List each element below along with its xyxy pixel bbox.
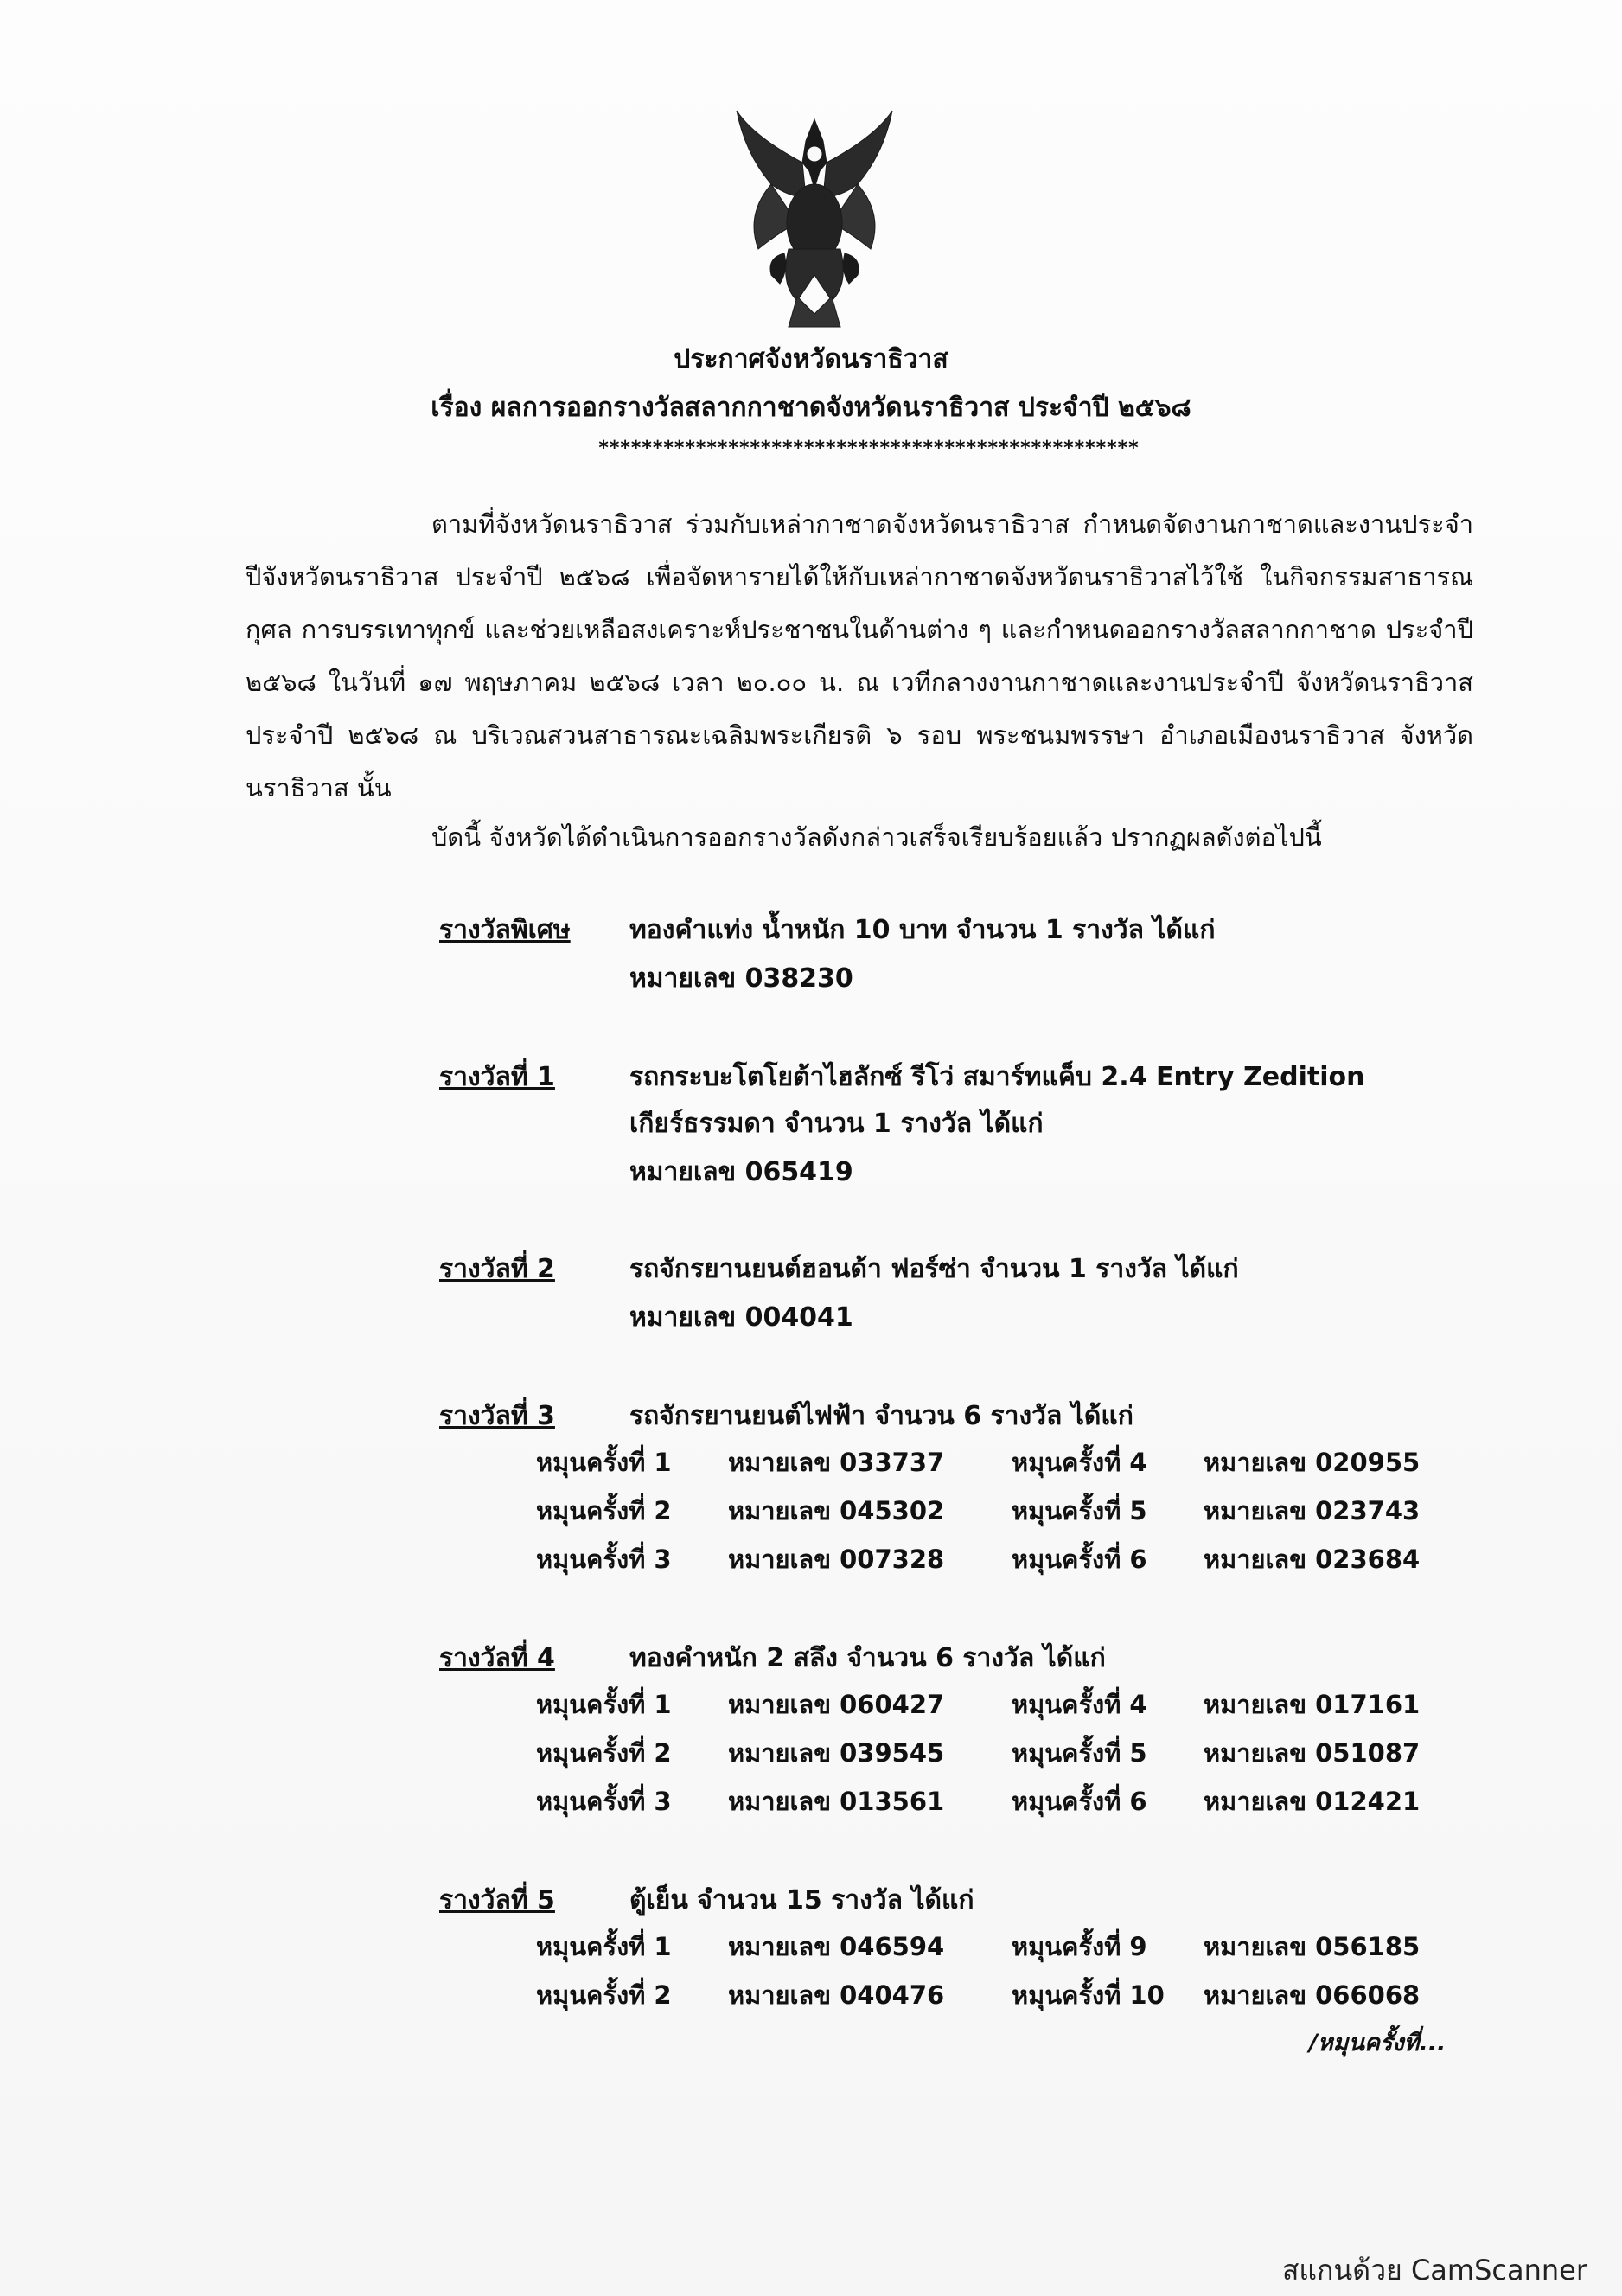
prize-number: หมายเลข 038230	[629, 963, 853, 994]
draw-round: หมุนครั้งที่ 1	[536, 1690, 672, 1719]
draw-number: หมายเลข 039545	[728, 1738, 945, 1768]
prize-description-line2: เกียร์ธรรมดา จำนวน 1 รางวัล ได้แก่	[629, 1109, 1044, 1139]
prize-description: รถจักรยานยนต์ไฟฟ้า จำนวน 6 รางวัล ได้แก่	[629, 1401, 1133, 1431]
draw-number: หมายเลข 066068	[1204, 1980, 1421, 2010]
result-intro-paragraph: บัดนี้ จังหวัดได้ดำเนินการออกรางวัลดังกล่าวเสร็จเรียบร้อยแล้ว ปรากฏผลดังต่อไปนี้	[431, 822, 1322, 852]
announcement-subject: เรื่อง ผลการออกรางวัลสลากกาชาดจังหวัดนราธิวาส ประจำปี ๒๕๖๘	[431, 393, 1191, 423]
draw-round: หมุนครั้งที่ 6	[1012, 1787, 1147, 1816]
prize-label: รางวัลที่ 3	[439, 1401, 555, 1431]
draw-number: หมายเลข 012421	[1204, 1787, 1421, 1816]
draw-round: หมุนครั้งที่ 9	[1012, 1932, 1147, 1961]
prize-description: ทองคำแท่ง น้ำหนัก 10 บาท จำนวน 1 รางวัล ได้แก่	[629, 915, 1216, 945]
draw-round: หมุนครั้งที่ 6	[1012, 1545, 1147, 1574]
draw-round: หมุนครั้งที่ 5	[1012, 1496, 1147, 1525]
prize-label: รางวัลที่ 4	[439, 1643, 555, 1673]
draw-round: หมุนครั้งที่ 2	[536, 1496, 672, 1525]
draw-number: หมายเลข 023743	[1204, 1496, 1421, 1525]
draw-round: หมุนครั้งที่ 2	[536, 1738, 672, 1768]
announcement-title: ประกาศจังหวัดนราธิวาส	[674, 344, 948, 374]
prize-description: รถจักรยานยนต์ฮอนด้า ฟอร์ซ่า จำนวน 1 รางวัล ได้แก่	[629, 1254, 1239, 1284]
draw-number: หมายเลข 013561	[728, 1787, 945, 1816]
draw-round: หมุนครั้งที่ 2	[536, 1980, 672, 2010]
draw-round: หมุนครั้งที่ 4	[1012, 1448, 1147, 1477]
draw-number: หมายเลข 051087	[1204, 1738, 1421, 1768]
draw-number: หมายเลข 007328	[728, 1545, 945, 1574]
prize-label: รางวัลพิเศษ	[439, 915, 571, 945]
draw-number: หมายเลข 046594	[728, 1932, 945, 1961]
garuda-emblem	[719, 102, 910, 336]
draw-round: หมุนครั้งที่ 1	[536, 1932, 672, 1961]
scanner-watermark: สแกนด้วย CamScanner	[1281, 2254, 1587, 2286]
draw-number: หมายเลข 056185	[1204, 1932, 1421, 1961]
draw-number: หมายเลข 045302	[728, 1496, 945, 1525]
draw-round: หมุนครั้งที่ 1	[536, 1448, 672, 1477]
draw-number: หมายเลข 020955	[1204, 1448, 1421, 1477]
separator-line: **************************************************	[598, 438, 1140, 459]
draw-round: หมุนครั้งที่ 3	[536, 1545, 672, 1574]
page-continuation: /หมุนครั้งที่...	[1309, 2030, 1446, 2056]
draw-number: หมายเลข 023684	[1204, 1545, 1421, 1574]
prize-label: รางวัลที่ 2	[439, 1254, 555, 1284]
prize-label: รางวัลที่ 5	[439, 1885, 555, 1915]
draw-round: หมุนครั้งที่ 3	[536, 1787, 672, 1816]
prize-description: รถกระบะโตโยต้าไฮลักซ์ รีโว่ สมาร์ทแค็บ 2.4 Entry Zedition	[629, 1062, 1365, 1092]
draw-number: หมายเลข 060427	[728, 1690, 945, 1719]
draw-number: หมายเลข 040476	[728, 1980, 945, 2010]
draw-round: หมุนครั้งที่ 5	[1012, 1738, 1147, 1768]
draw-round: หมุนครั้งที่ 10	[1012, 1980, 1165, 2010]
draw-round: หมุนครั้งที่ 4	[1012, 1690, 1147, 1719]
intro-paragraph: ตามที่จังหวัดนราธิวาส ร่วมกับเหล่ากาชาดจังหวัดนราธิวาส กำหนดจัดงานกาชาดและงานประจำปีจังหวัดนราธิวาส ประจำปี ๒๕๖๘ เพื่อจัดหารายได้ให้กับเหล่ากาชาดจังหวัดนราธิวาสไว้ใช้ ในกิจกรรมสาธารณกุศล การบรรเทาทุกข์ และช่วยเหลือสงเคราะห์ประชาชนในด้านต่าง ๆ และกำหนดออกรางวัลสลากกาชาด ประจำปี ๒๕๖๘ ในวันที่ ๑๗ พฤษภาคม ๒๕๖๘ เวลา ๒๐.๐๐ น. ณ เวทีกลางงานกาชาดและงานประจำปี จังหวัดนราธิวาส ประจำปี ๒๕๖๘ ณ บริเวณสวนสาธารณะเฉลิมพระเกียรติ ๖ รอบ พระชนมพรรษา อำเภอเมืองนราธิวาส จังหวัดนราธิวาส นั้น	[246, 509, 1473, 803]
prize-number: หมายเลข 065419	[629, 1157, 853, 1187]
draw-number: หมายเลข 033737	[728, 1448, 945, 1477]
draw-number: หมายเลข 017161	[1204, 1690, 1421, 1719]
prize-label: รางวัลที่ 1	[439, 1062, 555, 1092]
prize-description: ตู้เย็น จำนวน 15 รางวัล ได้แก่	[629, 1885, 974, 1915]
prize-description: ทองคำหนัก 2 สลึง จำนวน 6 รางวัล ได้แก่	[629, 1643, 1106, 1673]
prize-number: หมายเลข 004041	[629, 1302, 853, 1333]
